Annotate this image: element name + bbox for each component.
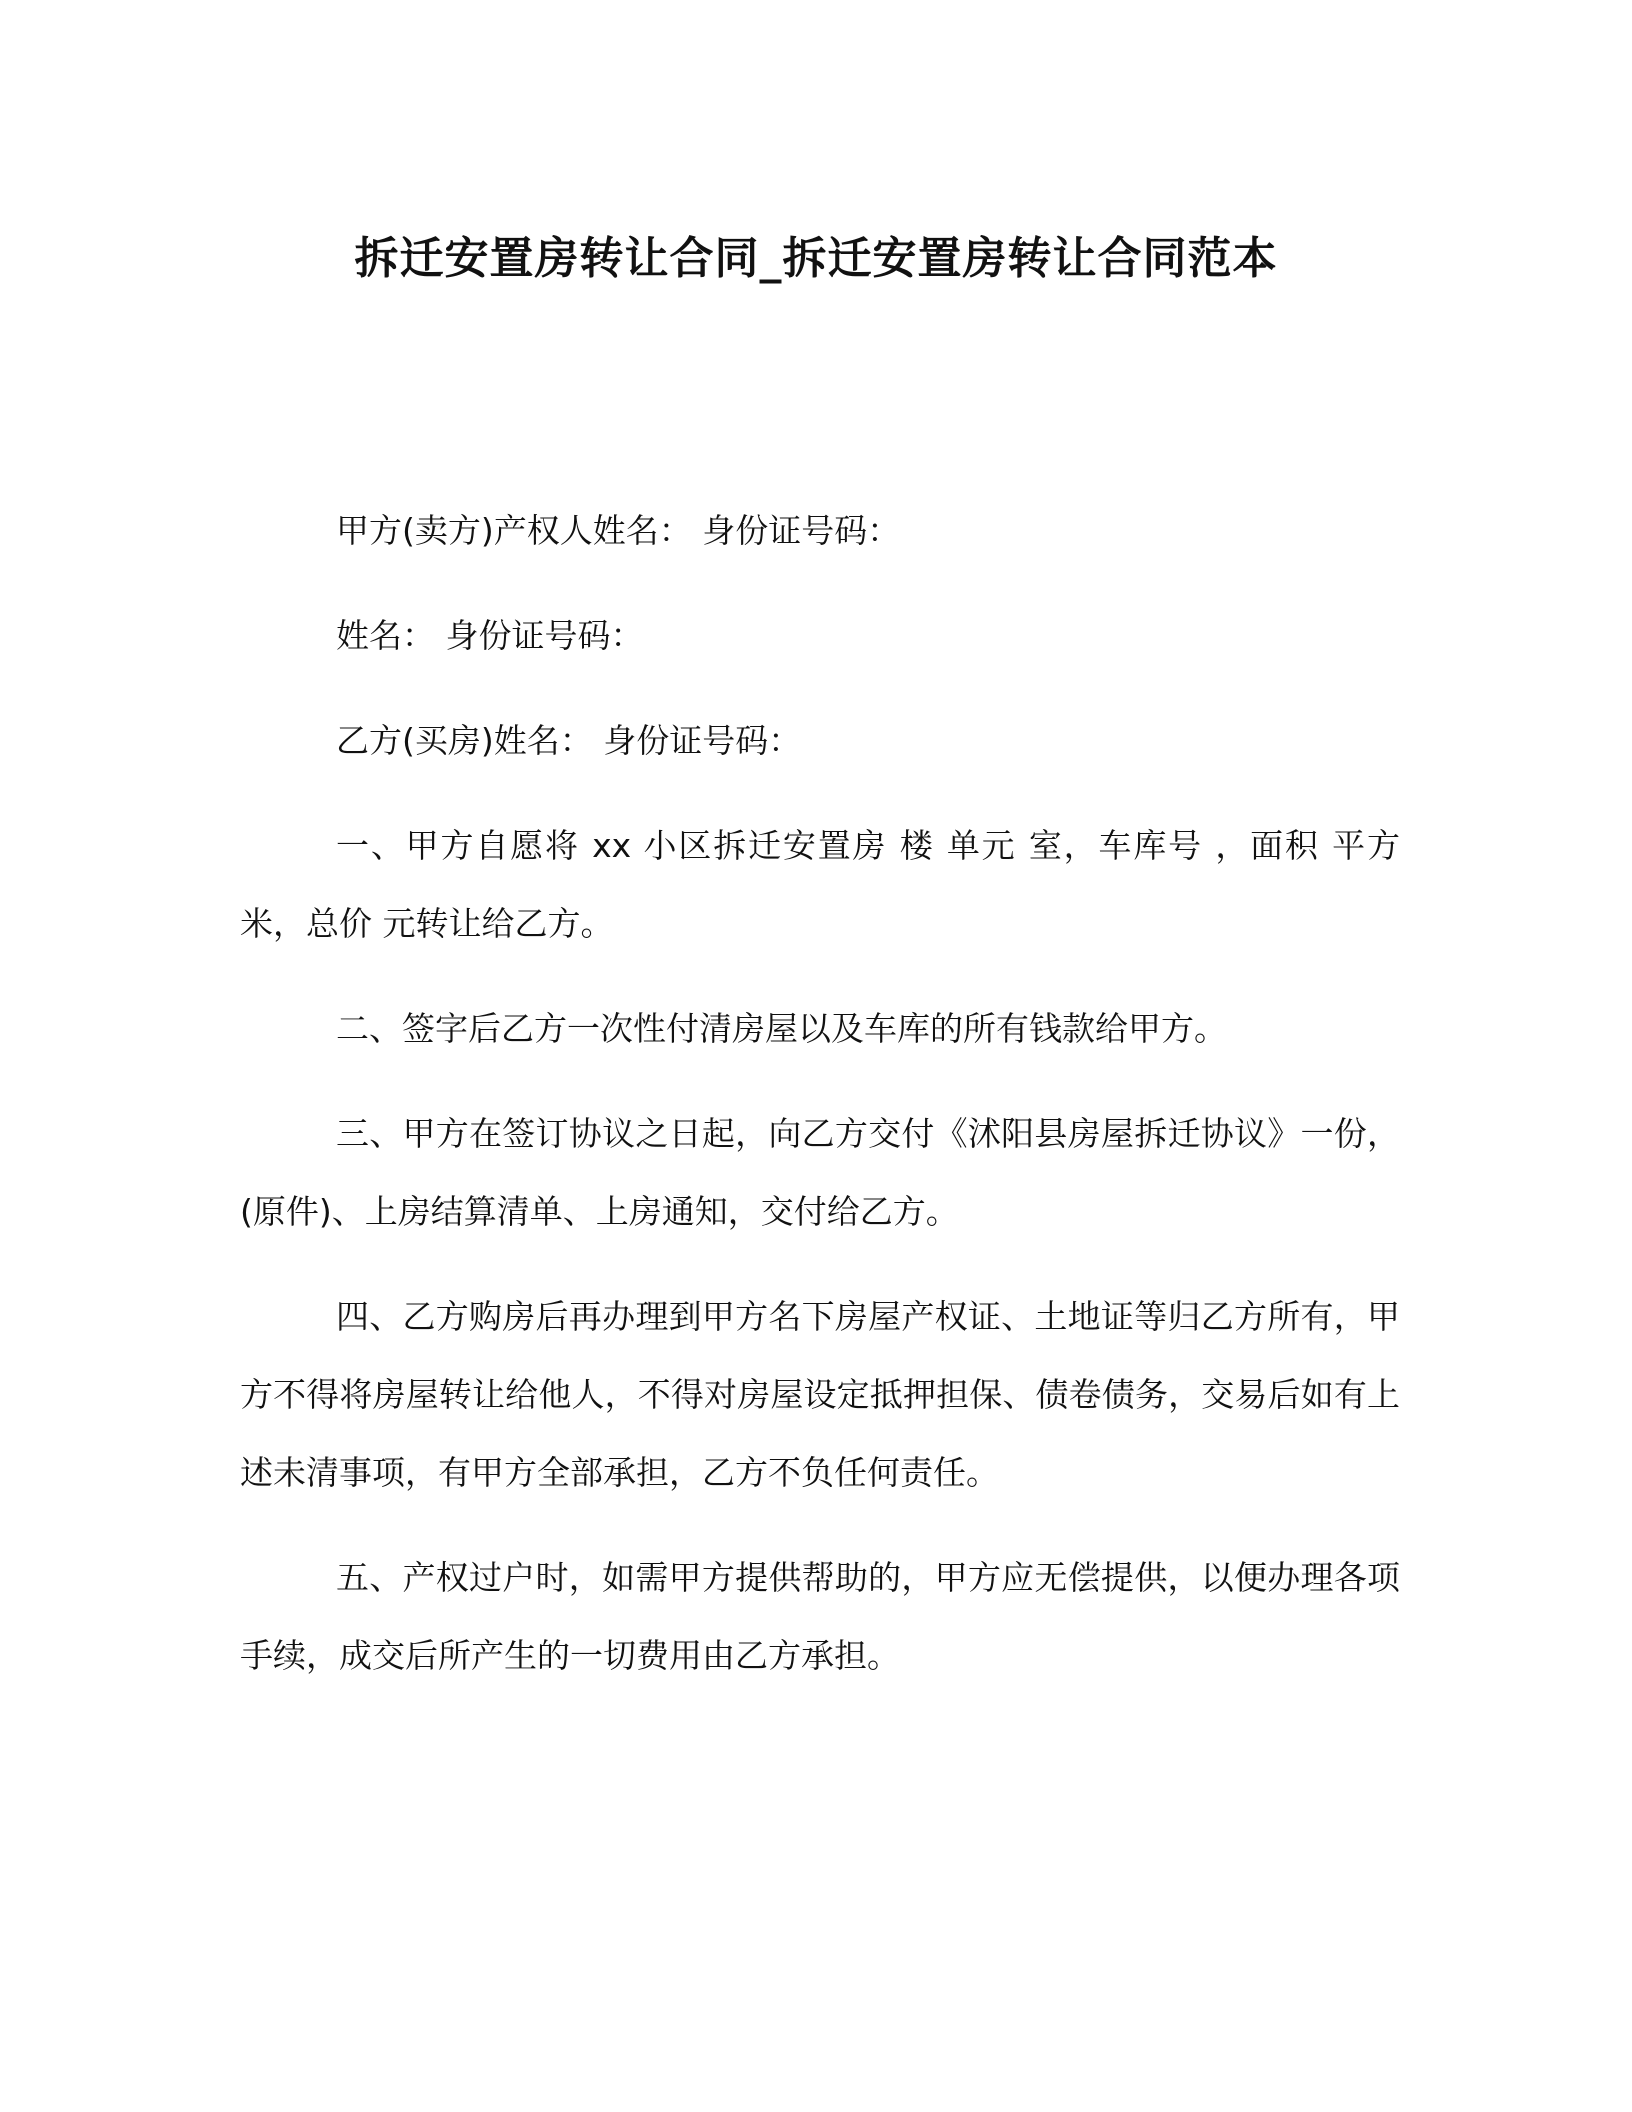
clause-2: 二、签字后乙方一次性付清房屋以及车库的所有钱款给甲方。 [336,1009,1227,1048]
clause-5: 五、产权过户时，如需甲方提供帮助的，甲方应无偿提供，以便办理各项手续，成交后所产生的一切费用由乙方承担。 [240,1558,1400,1675]
clause-1: 一、甲方自愿将 xx 小区拆迁安置房 楼 单元 室，车库号 ，面积 平方米，总价 元转让给乙方。 [240,826,1400,943]
document-body [240,492,1400,1722]
buyer-line: 乙方(买房)姓名： 身份证号码： [336,721,802,760]
seller-owner-line: 甲方(卖方)产权人姓名： 身份证号码： [336,511,901,550]
seller-second-name-line: 姓名： 身份证号码： [336,616,644,655]
document-title: 拆迁安置房转让合同_拆迁安置房转让合同范本 [354,233,1278,284]
clause-4: 四、乙方购房后再办理到甲方名下房屋产权证、土地证等归乙方所有，甲方不得将房屋转让给他人，不得对房屋设定抵押担保、债卷债务，交易后如有上述未清事项，有甲方全部承担，乙方不负任何责任。 [240,1297,1400,1492]
clause-3: 三、甲方在签订协议之日起，向乙方交付《沭阳县房屋拆迁协议》一份，(原件)、上房结算清单、上房通知，交付给乙方。 [240,1114,1400,1231]
